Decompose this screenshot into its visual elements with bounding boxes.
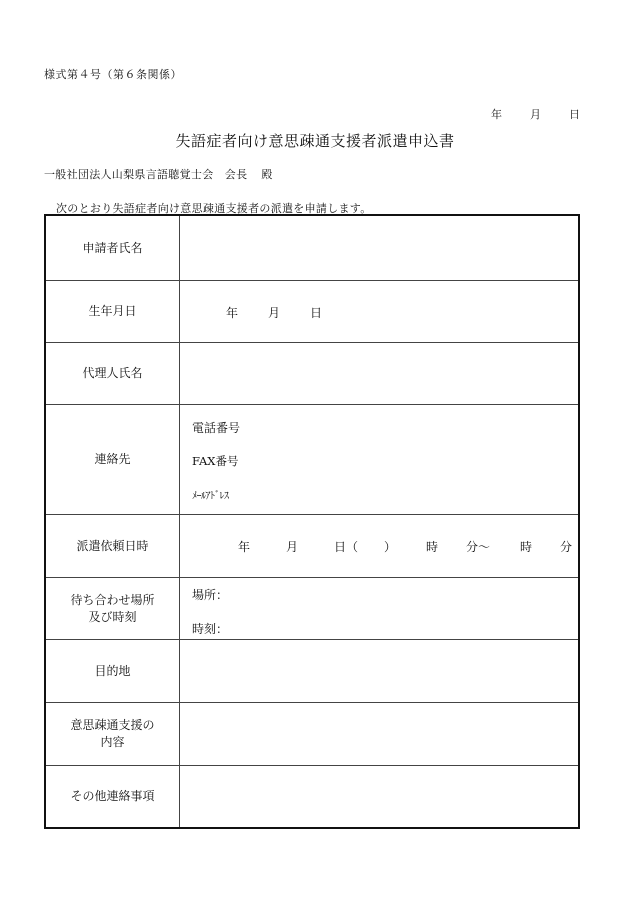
meeting-label-line-2: 及び時刻 — [88, 609, 137, 624]
row-meeting-place-time — [46, 577, 578, 639]
addressee-honorific: 殿 — [261, 168, 273, 181]
birth-date-label: 生年月日 — [46, 281, 180, 342]
submission-date — [491, 106, 580, 122]
support-content-label — [46, 703, 180, 765]
meeting-place-time-label — [46, 578, 180, 639]
birth-year-unit: 年 — [226, 306, 239, 320]
contact-label: 連絡先 — [46, 405, 180, 514]
intro-statement: 次のとおり失語症者向け意思疎通支援者の派遣を申請します。 — [56, 202, 372, 215]
row-birth-date — [46, 280, 578, 342]
dt-day-unit: 日（ — [334, 540, 359, 554]
applicant-name-field[interactable] — [180, 216, 578, 280]
phone-number-label[interactable]: 電話番号 — [192, 421, 241, 435]
row-support-content — [46, 702, 578, 765]
support-content-field[interactable] — [180, 703, 578, 765]
other-notes-field[interactable] — [180, 766, 578, 827]
document-title: 失語症者向け意思疎通支援者派遣申込書 — [175, 132, 455, 150]
row-applicant-name — [46, 216, 578, 280]
support-content-label-line-1: 意思疎通支援の — [70, 718, 155, 733]
row-agent-name — [46, 342, 578, 404]
meeting-field — [180, 578, 578, 639]
addressee — [44, 166, 273, 182]
meeting-place-label[interactable]: 場所： — [192, 588, 229, 602]
destination-field[interactable] — [180, 640, 578, 702]
meeting-label-line-1: 待ち合わせ場所 — [70, 592, 155, 607]
application-form-table — [44, 214, 580, 829]
email-address-label[interactable]: ﾒｰﾙｱﾄﾞﾚｽ — [192, 491, 229, 502]
row-destination — [46, 639, 578, 702]
other-notes-label: その他連絡事項 — [46, 766, 180, 827]
form-number: 様式第４号（第６条関係） — [44, 68, 182, 81]
date-day: 日 — [569, 108, 580, 121]
contact-field — [180, 405, 578, 514]
request-datetime-field[interactable] — [180, 515, 578, 577]
birth-day-unit: 日 — [310, 306, 323, 320]
date-month: 月 — [530, 108, 541, 121]
fax-number-label[interactable]: FAX番号 — [192, 454, 239, 468]
birth-date-field[interactable] — [180, 281, 578, 342]
applicant-name-label: 申請者氏名 — [46, 216, 180, 280]
row-contact — [46, 404, 578, 514]
dt-end-minute-unit: 分 — [560, 540, 573, 554]
dt-end-hour-unit: 時 — [520, 540, 533, 554]
row-request-datetime — [46, 514, 578, 577]
destination-label: 目的地 — [46, 640, 180, 702]
request-datetime-label: 派遣依頼日時 — [46, 515, 180, 577]
dt-close-paren: ） — [384, 540, 397, 554]
support-content-label-line-2: 内容 — [100, 735, 125, 749]
row-other-notes — [46, 765, 578, 827]
meeting-time-label[interactable]: 時刻： — [192, 622, 229, 636]
agent-name-field[interactable] — [180, 343, 578, 404]
dt-start-minute-unit: 分～ — [466, 540, 491, 554]
dt-start-hour-unit: 時 — [426, 540, 439, 554]
addressee-name: 一般社団法人山梨県言語聴覚士会 会長 — [44, 168, 248, 181]
dt-year-unit: 年 — [238, 540, 251, 554]
birth-month-unit: 月 — [268, 306, 281, 320]
agent-name-label: 代理人氏名 — [46, 343, 180, 404]
date-year: 年 — [491, 108, 502, 121]
dt-month-unit: 月 — [286, 540, 299, 554]
